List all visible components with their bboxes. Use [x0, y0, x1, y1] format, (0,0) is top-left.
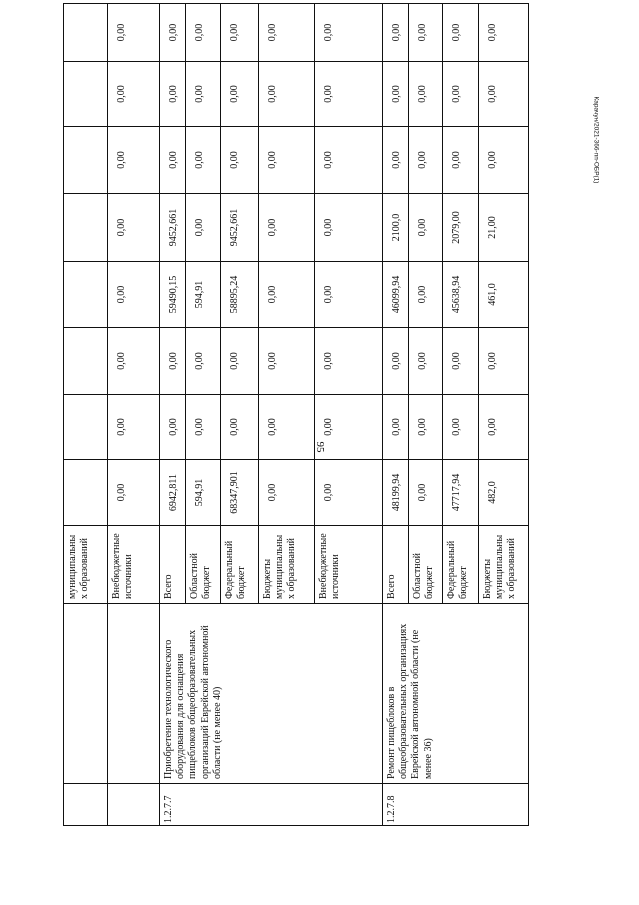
table-row	[383, 4, 409, 826]
cell-value: 0,00	[108, 194, 160, 262]
cell-value: 0,00	[160, 127, 186, 194]
cell-name	[64, 604, 108, 784]
cell-value: 0,00	[479, 127, 529, 194]
cell-value: 0,00	[259, 194, 315, 262]
cell-value: 0,00	[315, 4, 383, 62]
cell-value: 0,00	[160, 62, 186, 127]
cell-value: 0,00	[443, 4, 479, 62]
cell-value: 48199,94	[383, 460, 409, 526]
cell-value: 0,00	[315, 194, 383, 262]
cell-value: 0,00	[479, 62, 529, 127]
budget-table-container	[63, 23, 528, 826]
cell-value: 0,00	[479, 4, 529, 62]
cell-value	[64, 262, 108, 328]
cell-value: 0,00	[108, 4, 160, 62]
cell-value: 0,00	[186, 62, 221, 127]
cell-value: 0,00	[108, 262, 160, 328]
cell-value: 0,00	[259, 262, 315, 328]
budget-table-rotated	[63, 23, 528, 826]
cell-value: 0,00	[443, 62, 479, 127]
cell-value: 594,91	[186, 460, 221, 526]
cell-value: 0,00	[383, 4, 409, 62]
cell-value	[64, 127, 108, 194]
cell-value: 0,00	[160, 395, 186, 460]
cell-value: 6942,811	[160, 460, 186, 526]
cell-value: 0,00	[409, 4, 443, 62]
cell-value: 0,00	[259, 62, 315, 127]
cell-value	[64, 460, 108, 526]
budget-table	[63, 3, 529, 826]
cell-value: 0,00	[409, 62, 443, 127]
cell-source: Бюджеты муниципальны х образований	[479, 526, 529, 604]
cell-value	[64, 62, 108, 127]
cell-value	[64, 395, 108, 460]
cell-value: 0,00	[259, 328, 315, 395]
cell-value: 9452,661	[221, 194, 259, 262]
cell-source: Всего	[160, 526, 186, 604]
cell-value: 0,00	[479, 328, 529, 395]
cell-value: 0,00	[108, 328, 160, 395]
cell-value: 0,00	[315, 395, 383, 460]
cell-source: Областной бюджет	[186, 526, 221, 604]
cell-source: Внебюджетные источники	[108, 526, 160, 604]
cell-value	[64, 194, 108, 262]
cell-value: 0,00	[443, 328, 479, 395]
cell-value: 0,00	[259, 395, 315, 460]
cell-value: 0,00	[221, 127, 259, 194]
cell-value: 0,00	[186, 194, 221, 262]
cell-value: 0,00	[409, 194, 443, 262]
cell-name: Приобретение технологического оборудования для оснащения пищеблоков общеобразовательных организаций Еврейской автономной области (не менее 40)	[160, 604, 383, 784]
cell-value: 461,0	[479, 262, 529, 328]
cell-value: 0,00	[315, 460, 383, 526]
cell-value: 0,00	[259, 460, 315, 526]
cell-code: 1.2.7.8	[383, 784, 529, 826]
cell-code: 1.2.7.7	[160, 784, 383, 826]
cell-value: 0,00	[108, 460, 160, 526]
cell-value: 46099,94	[383, 262, 409, 328]
cell-value: 0,00	[186, 4, 221, 62]
cell-code	[64, 784, 108, 826]
cell-value: 0,00	[315, 62, 383, 127]
cell-value: 0,00	[479, 395, 529, 460]
cell-value: 21,00	[479, 194, 529, 262]
cell-name	[108, 604, 160, 784]
cell-value: 0,00	[409, 395, 443, 460]
cell-value: 0,00	[221, 4, 259, 62]
table-row	[64, 4, 108, 826]
cell-value: 0,00	[221, 62, 259, 127]
cell-value: 0,00	[160, 4, 186, 62]
cell-source: Всего	[383, 526, 409, 604]
cell-value: 0,00	[409, 460, 443, 526]
cell-value: 0,00	[221, 395, 259, 460]
cell-value: 0,00	[383, 62, 409, 127]
cell-value: 0,00	[409, 328, 443, 395]
cell-value	[64, 328, 108, 395]
cell-value: 0,00	[108, 395, 160, 460]
cell-value: 0,00	[383, 127, 409, 194]
cell-source: муниципальны х образований	[64, 526, 108, 604]
cell-value: 594,91	[186, 262, 221, 328]
cell-value: 482,0	[479, 460, 529, 526]
cell-value: 0,00	[186, 127, 221, 194]
cell-source: Бюджеты муниципальны х образований	[259, 526, 315, 604]
cell-value: 0,00	[409, 127, 443, 194]
cell-value: 68347,901	[221, 460, 259, 526]
cell-source: Областной бюджет	[409, 526, 443, 604]
cell-value: 0,00	[315, 328, 383, 395]
cell-value: 0,00	[186, 328, 221, 395]
cell-source: Федеральный бюджет	[221, 526, 259, 604]
cell-value: 2079,00	[443, 194, 479, 262]
document-reference-note: Карачун/2021-366-пп-ОБР(1)	[592, 96, 600, 184]
cell-value: 0,00	[443, 127, 479, 194]
cell-value	[64, 4, 108, 62]
cell-value: 0,00	[315, 127, 383, 194]
cell-value: 58895,24	[221, 262, 259, 328]
cell-value: 0,00	[259, 4, 315, 62]
table-row	[108, 4, 160, 826]
cell-value: 0,00	[108, 127, 160, 194]
cell-value: 0,00	[221, 328, 259, 395]
page-number: 95	[313, 441, 326, 453]
cell-code	[108, 784, 160, 826]
cell-value: 0,00	[443, 395, 479, 460]
cell-source: Внебюджетные источники	[315, 526, 383, 604]
cell-value: 0,00	[108, 62, 160, 127]
cell-value: 0,00	[383, 328, 409, 395]
cell-source: Федеральный бюджет	[443, 526, 479, 604]
cell-value: 9452,661	[160, 194, 186, 262]
cell-value: 0,00	[383, 395, 409, 460]
cell-value: 2100,0	[383, 194, 409, 262]
cell-value: 0,00	[409, 262, 443, 328]
cell-value: 0,00	[186, 395, 221, 460]
cell-value: 0,00	[160, 328, 186, 395]
table-row	[160, 4, 186, 826]
cell-value: 0,00	[259, 127, 315, 194]
cell-name: Ремонт пищеблоков в общеобразовательных организациях Еврейской автономной области (не менее 36)	[383, 604, 529, 784]
cell-value: 0,00	[315, 262, 383, 328]
cell-value: 45638,94	[443, 262, 479, 328]
cell-value: 47717,94	[443, 460, 479, 526]
cell-value: 59490,15	[160, 262, 186, 328]
